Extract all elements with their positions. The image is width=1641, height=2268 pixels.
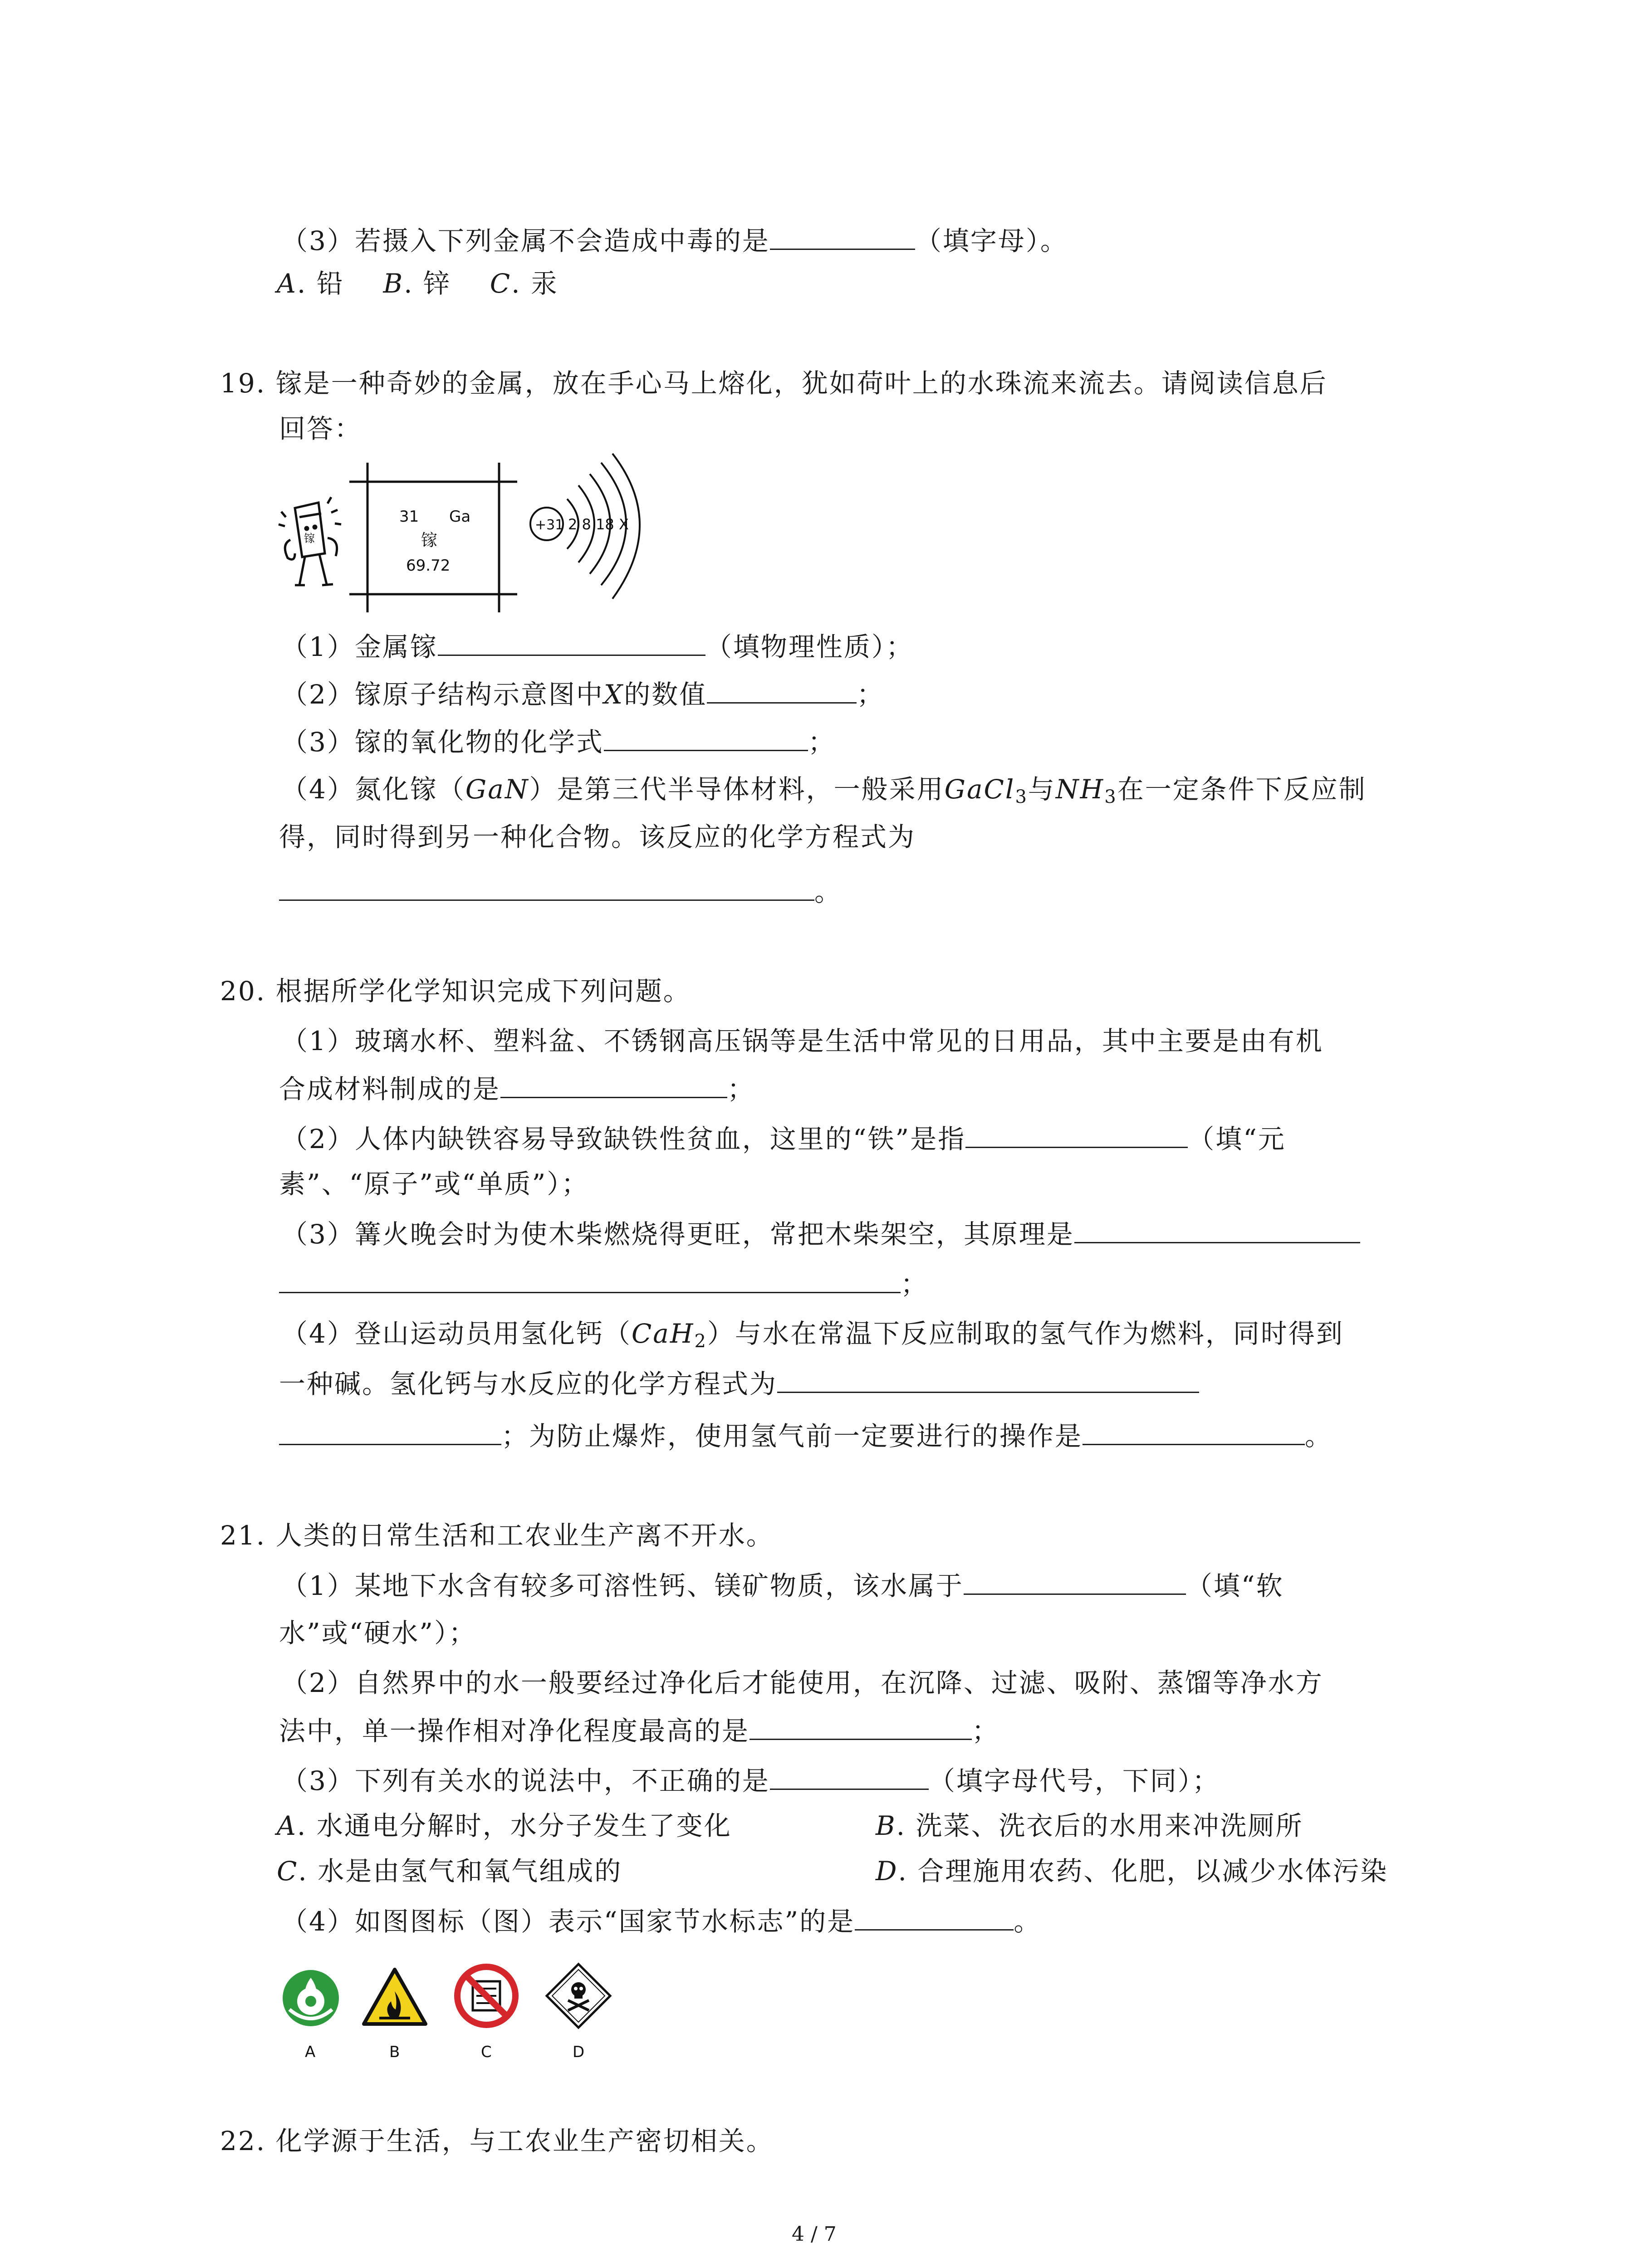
- question-text: 玻璃水杯、塑料盆、不锈钢高压锅等是生活中常见的日用品，其中主要是由有机: [354, 1026, 1323, 1056]
- answer-blank[interactable]: [777, 1365, 1199, 1393]
- q19-sub1: [281, 628, 914, 665]
- answer-blank[interactable]: [1083, 1418, 1305, 1445]
- formula: NH: [1055, 774, 1105, 805]
- answer-blank[interactable]: [1074, 1216, 1360, 1243]
- question-text: 人类的日常生活和工农业生产离不开水。: [275, 1520, 774, 1551]
- question-text: 下列有关水的说法中，不正确的是: [354, 1765, 770, 1796]
- sub-number: （3）: [281, 1219, 355, 1250]
- q21-sub1-line2: [279, 1615, 476, 1651]
- option-letter: A: [277, 268, 297, 299]
- question-text: 根据所学化学知识完成下列问题。: [275, 976, 691, 1007]
- q19-sub4-line2: [279, 819, 916, 855]
- question-text: ；为防止爆炸，使用氢气前一定要进行的操作是: [501, 1421, 1083, 1452]
- question-text: 。: [1014, 1906, 1042, 1937]
- sub-number: （3）: [281, 727, 355, 758]
- option-letter: A: [277, 1810, 297, 1841]
- question-number: 21.: [220, 1520, 266, 1551]
- question-text: 镓原子结构示意图中: [354, 679, 604, 710]
- answer-blank[interactable]: [707, 676, 857, 704]
- sub-number: （4）: [281, 774, 355, 805]
- atomic-mass: 69.72: [406, 557, 451, 575]
- question-text: 回答：: [279, 413, 362, 444]
- question-text: ；: [808, 727, 836, 758]
- option-text: . 合理施用农药、化肥，以减少水体污染: [898, 1856, 1388, 1887]
- sub-number: （3）: [281, 225, 355, 256]
- sub-number: （2）: [281, 1667, 355, 1698]
- answer-blank[interactable]: [855, 1903, 1014, 1931]
- q21-option-c: [277, 1853, 622, 1889]
- answer-blank[interactable]: [749, 1712, 972, 1740]
- q21-sub2-line2: [279, 1712, 999, 1749]
- element-symbol: Ga: [449, 508, 471, 526]
- question-text: 的数值: [624, 679, 707, 710]
- variable-x: X: [603, 679, 624, 710]
- question-text: 。: [1305, 1421, 1333, 1452]
- q20-sub3-line1: [281, 1216, 1360, 1252]
- sub-number: （1）: [281, 1026, 355, 1056]
- question-text: 法中，单一操作相对净化程度最高的是: [279, 1716, 750, 1746]
- option-letter: B: [383, 268, 404, 299]
- answer-blank[interactable]: [279, 1418, 501, 1445]
- q19-intro-line2: [279, 411, 362, 447]
- q21-option-a: [277, 1808, 732, 1844]
- option-letter: D: [876, 1856, 898, 1887]
- option-text: . 铅: [297, 268, 344, 299]
- q18-sub3: [281, 222, 1068, 259]
- q21-intro: [220, 1517, 774, 1554]
- q18-options: [277, 265, 558, 302]
- q21-sub4: [281, 1903, 1041, 1940]
- icon-label-d: D: [573, 2043, 585, 2061]
- formula: CaH: [631, 1318, 695, 1349]
- question-text: 登山运动员用氢化钙（: [354, 1318, 632, 1349]
- question-text: ；: [972, 1716, 1000, 1746]
- option-letter: C: [277, 1856, 299, 1887]
- q20-sub4-line1: [281, 1315, 1344, 1359]
- sub-number: （2）: [281, 1124, 355, 1154]
- question-text: 若摄入下列金属不会造成中毒的是: [354, 225, 770, 256]
- flammable-warning-icon: [364, 1970, 426, 2024]
- sub-number: （4）: [281, 1318, 355, 1349]
- q20-sub2-line1: [281, 1120, 1286, 1157]
- question-text: 化学源于生活，与工农业生产密切相关。: [275, 2126, 774, 2156]
- question-text: 金属镓: [354, 631, 438, 662]
- question-text: 水”或“硬水”）；: [279, 1618, 476, 1648]
- q21-sub2-line1: [281, 1665, 1323, 1701]
- sub-number: （3）: [281, 1765, 355, 1796]
- toxic-warning-icon: [547, 1964, 610, 2028]
- question-text: （填“元: [1188, 1124, 1286, 1154]
- question-text: （填字母）。: [915, 225, 1068, 256]
- q19-sub2: [281, 676, 884, 713]
- question-text: 素”、“原子”或“单质”）；: [279, 1168, 589, 1199]
- question-text: （填物理性质）；: [705, 631, 914, 662]
- option-text: . 水通电分解时，水分子发生了变化: [297, 1810, 732, 1841]
- question-text: 某地下水含有较多可溶性钙、镁矿物质，该水属于: [354, 1570, 964, 1601]
- gallium-info-figure: [277, 449, 649, 617]
- q20-sub4-line3: [279, 1418, 1332, 1454]
- formula: GaN: [465, 774, 529, 805]
- option-text: . 洗菜、洗衣后的水用来冲洗厕所: [896, 1810, 1303, 1841]
- question-text: （填“软: [1185, 1570, 1284, 1601]
- answer-blank[interactable]: [770, 222, 915, 250]
- question-text: ）是第三代半导体材料，一般采用: [529, 774, 945, 805]
- question-text: 自然界中的水一般要经过净化后才能使用，在沉降、过滤、吸附、蒸馏等净水方: [354, 1667, 1323, 1698]
- answer-blank[interactable]: [438, 628, 705, 656]
- sub-number: （1）: [281, 631, 355, 662]
- answer-blank[interactable]: [279, 1266, 901, 1293]
- cup-label: 镓: [304, 532, 315, 545]
- q20-sub1-line1: [281, 1023, 1323, 1059]
- question-text: 得，同时得到另一种化合物。该反应的化学方程式为: [279, 821, 916, 852]
- q20-sub3-line2: [279, 1266, 928, 1302]
- q19-intro-line1: [220, 365, 1327, 401]
- question-text: 如图图标（图）表示“国家节水标志”的是: [354, 1906, 855, 1937]
- q20-intro: [220, 973, 691, 1009]
- question-text: 人体内缺铁容易导致缺铁性贫血，这里的“铁”是指: [354, 1124, 966, 1154]
- formula-subscript: 3: [1015, 787, 1028, 807]
- prohibition-icon: [457, 1967, 515, 2025]
- question-text: 一种碱。氢化钙与水反应的化学方程式为: [279, 1369, 778, 1399]
- option-text: . 水是由氢气和氧气组成的: [298, 1856, 622, 1887]
- icon-label-a: A: [305, 2043, 316, 2061]
- page-number: 4 / 7: [792, 2223, 837, 2246]
- question-text: ）与水在常温下反应制取的氢气作为燃料，同时得到: [707, 1318, 1344, 1349]
- formula-subscript: 3: [1104, 787, 1117, 807]
- question-text: 合成材料制成的是: [279, 1074, 501, 1105]
- icon-label-c: C: [481, 2043, 492, 2061]
- q21-sub3: [281, 1762, 1220, 1799]
- question-text: 。: [814, 876, 843, 907]
- option-text: . 锌: [404, 268, 451, 299]
- q19-sub3: [281, 723, 836, 760]
- question-number: 22.: [220, 2126, 266, 2156]
- answer-blank[interactable]: [500, 1070, 727, 1098]
- q21-option-d: [876, 1853, 1388, 1889]
- formula-subscript: 2: [694, 1331, 707, 1352]
- answer-blank[interactable]: [964, 1567, 1186, 1595]
- question-number: 20.: [220, 976, 266, 1007]
- q20-sub4-line2: [279, 1365, 1199, 1402]
- q22: [220, 2123, 774, 2159]
- option-letter: C: [490, 268, 512, 299]
- q20-sub1-line2: [279, 1070, 755, 1107]
- question-text: 镓是一种奇妙的金属，放在手心马上熔化，犹如荷叶上的水珠流来流去。请阅读信息后: [275, 368, 1327, 399]
- question-text: 氮化镓（: [354, 774, 465, 805]
- question-text: 镓的氧化物的化学式: [354, 727, 604, 758]
- atomic-number: 31: [399, 508, 419, 526]
- question-text: （填字母代号，下同）；: [928, 1765, 1220, 1796]
- question-text: 与: [1028, 774, 1056, 805]
- element-name: 镓: [421, 531, 438, 550]
- question-text: ；: [727, 1074, 755, 1105]
- question-text: ；: [857, 679, 885, 710]
- sub-number: （2）: [281, 679, 355, 710]
- sub-number: （1）: [281, 1570, 355, 1601]
- answer-blank[interactable]: [279, 873, 814, 901]
- option-text: . 汞: [511, 268, 559, 299]
- q20-sub2-line2: [279, 1166, 589, 1202]
- question-text: 在一定条件下反应制: [1117, 774, 1367, 805]
- answer-blank[interactable]: [770, 1762, 929, 1790]
- nucleus-charge: +31: [535, 517, 564, 533]
- q19-sub4-line3: [279, 873, 842, 910]
- formula: GaCl: [944, 774, 1015, 805]
- electron-shells: 2 8 18 X: [568, 516, 629, 533]
- option-letter: B: [876, 1810, 896, 1841]
- question-text: ；: [901, 1269, 929, 1300]
- question-number: 19.: [220, 368, 266, 399]
- answer-blank[interactable]: [965, 1120, 1188, 1148]
- icon-label-b: B: [389, 2043, 400, 2061]
- sub-number: （4）: [281, 1906, 355, 1937]
- water-saving-icon: [283, 1970, 339, 2026]
- q21-option-b: [876, 1808, 1303, 1844]
- q19-sub4-line1: [281, 771, 1367, 815]
- answer-blank[interactable]: [604, 723, 808, 751]
- q21-icons: [277, 1960, 631, 2068]
- q21-sub1-line1: [281, 1567, 1284, 1604]
- question-text: 篝火晚会时为使木柴燃烧得更旺，常把木柴架空，其原理是: [354, 1219, 1074, 1250]
